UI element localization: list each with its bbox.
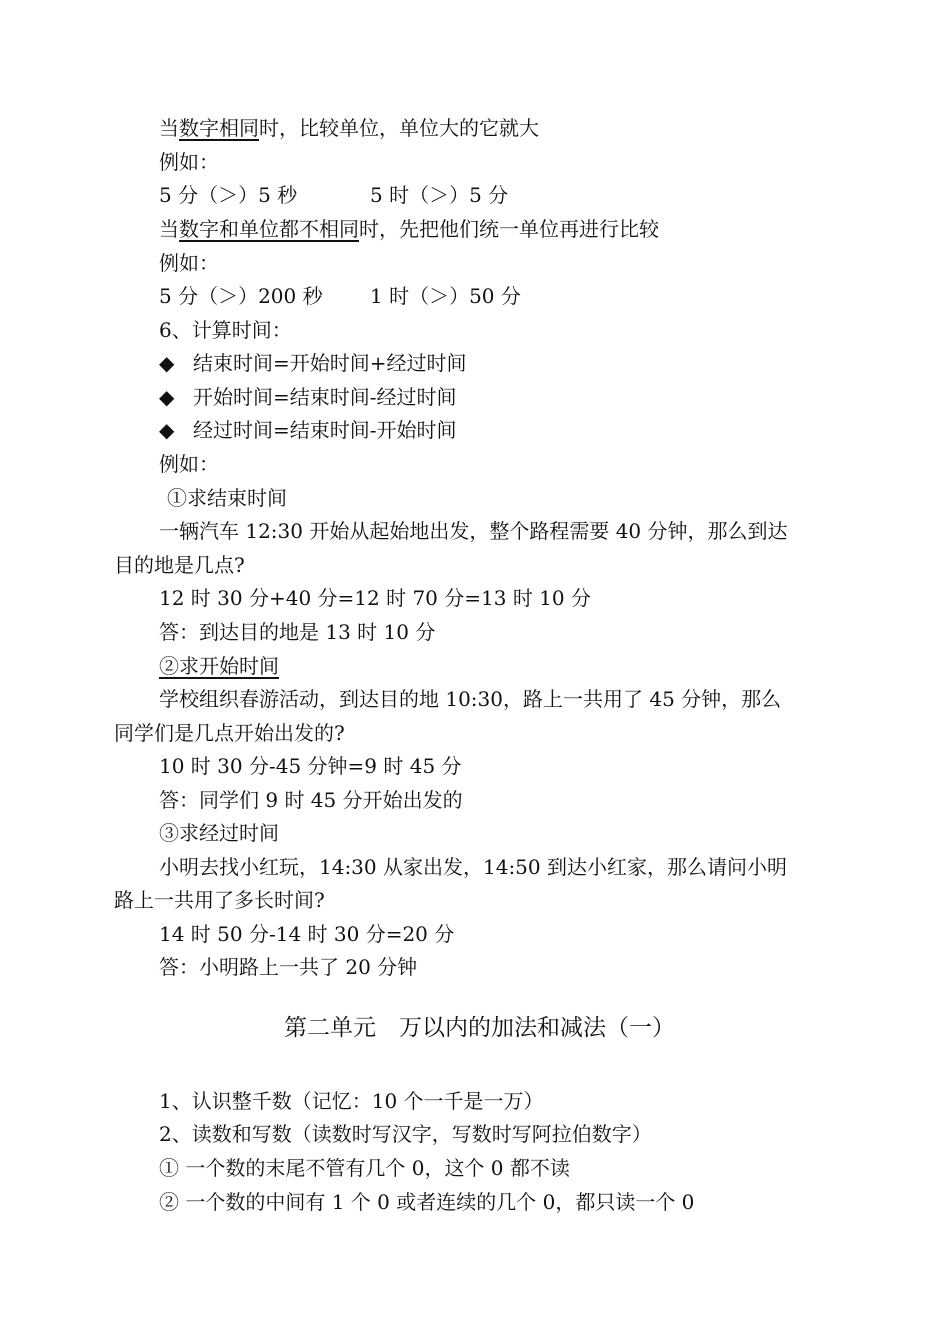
point-2: 2、读数和写数（读数时写汉字，写数时写阿拉伯数字） xyxy=(159,1122,652,1146)
underline-same-number: 数字相同 xyxy=(179,116,259,140)
formula-end-time: ◆ 结束时间=开始时间+经过时间 xyxy=(159,351,467,375)
unit-heading: 第二单元 万以内的加法和减法（一） xyxy=(284,1015,675,1041)
rule-different: 当数字和单位都不相同时，先把他们统一单位再进行比较 xyxy=(159,217,659,241)
problem-2-answer: 答：同学们 9 时 45 分开始出发的 xyxy=(159,788,463,812)
problem-2-text-cont: 同学们是几点开始出发的? xyxy=(114,721,345,745)
subheading-elapsed-time: ③求经过时间 xyxy=(159,821,279,845)
diamond-bullet-icon: ◆ xyxy=(159,351,175,375)
problem-3-text-cont: 路上一共用了多长时间? xyxy=(114,888,325,912)
problem-2-text: 学校组织春游活动，到达目的地 10:30，路上一共用了 45 分钟，那么 xyxy=(159,687,782,711)
example-label: 例如： xyxy=(159,150,219,174)
example-2: 5 时（＞）5 分 xyxy=(370,183,509,207)
subheading-end-time: ①求结束时间 xyxy=(167,486,287,510)
problem-1-answer: 答：到达目的地是 13 时 10 分 xyxy=(159,620,436,644)
section-heading-calc-time: 6、计算时间： xyxy=(159,318,292,342)
reading-rule-2: ② 一个数的中间有 1 个 0 或者连续的几个 0，都只读一个 0 xyxy=(159,1190,695,1214)
formula-start-time: ◆ 开始时间=结束时间-经过时间 xyxy=(159,385,457,409)
rule-same-number: 当数字相同时，比较单位，单位大的它就大 xyxy=(159,116,539,140)
problem-1-calc: 12 时 30 分+40 分=12 时 70 分=13 时 10 分 xyxy=(159,586,591,610)
example-label: 例如： xyxy=(159,251,219,275)
reading-rule-1: ① 一个数的末尾不管有几个 0，这个 0 都不读 xyxy=(159,1156,570,1180)
problem-3-text: 小明去找小红玩，14:30 从家出发，14:50 到达小红家，那么请问小明 xyxy=(159,855,787,879)
subheading-start-time: ②求开始时间 xyxy=(159,654,279,678)
problem-1-text-cont: 目的地是几点? xyxy=(114,553,245,577)
diamond-bullet-icon: ◆ xyxy=(159,418,175,442)
underline-different: 数字和单位都不相同 xyxy=(179,217,359,241)
example-4: 1 时（＞）50 分 xyxy=(370,284,521,308)
example-1: 5 分（＞）5 秒 xyxy=(159,183,298,207)
problem-2-calc: 10 时 30 分-45 分钟=9 时 45 分 xyxy=(159,754,462,778)
example-label: 例如： xyxy=(159,452,219,476)
formula-elapsed-time: ◆ 经过时间=结束时间-开始时间 xyxy=(159,418,457,442)
diamond-bullet-icon: ◆ xyxy=(159,385,175,409)
problem-3-answer: 答：小明路上一共了 20 分钟 xyxy=(159,955,418,979)
example-3: 5 分（＞）200 秒 xyxy=(159,284,323,308)
problem-1-text: 一辆汽车 12:30 开始从起始地出发，整个路程需要 40 分钟，那么到达 xyxy=(159,519,788,543)
point-1: 1、认识整千数（记忆：10 个一千是一万） xyxy=(159,1089,544,1113)
problem-3-calc: 14 时 50 分-14 时 30 分=20 分 xyxy=(159,922,455,946)
